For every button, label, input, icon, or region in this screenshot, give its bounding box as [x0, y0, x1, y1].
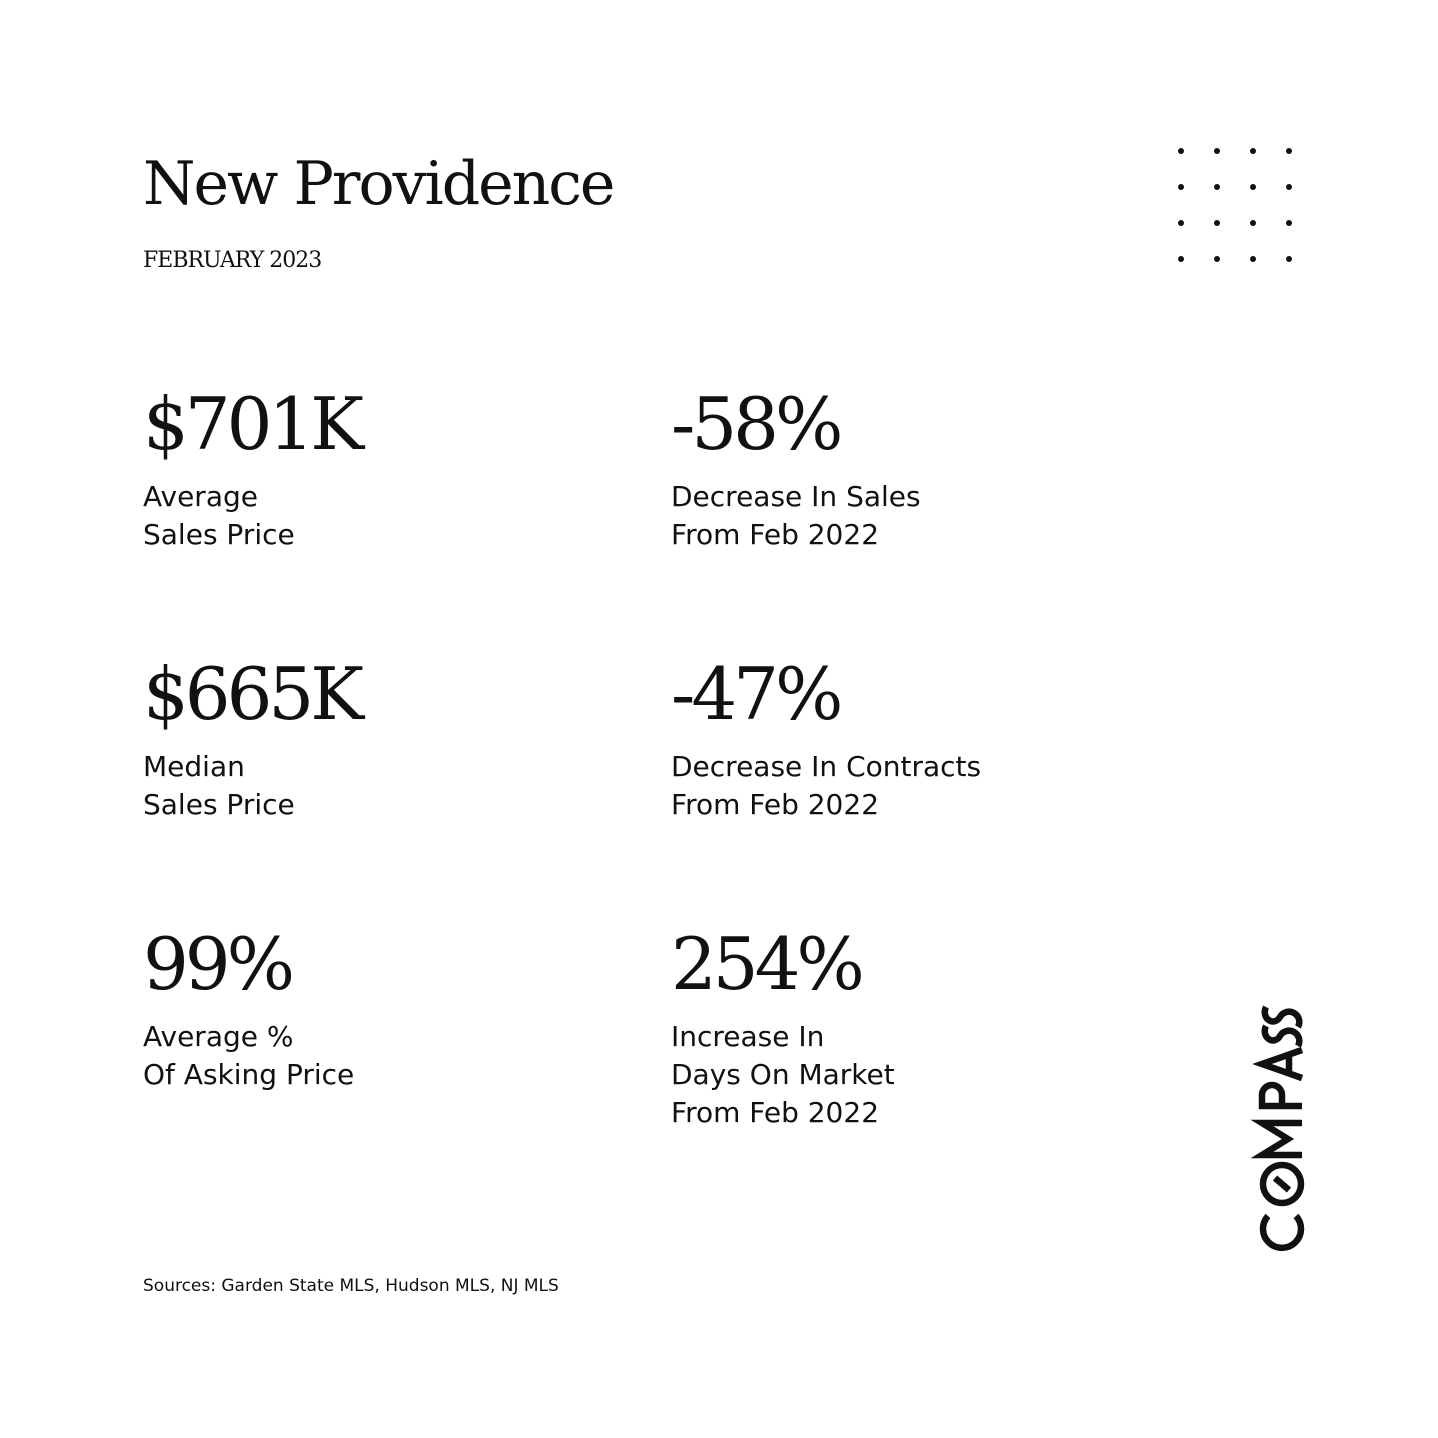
- stat-label-line: Increase In: [671, 1020, 825, 1053]
- page-title: New Providence: [143, 149, 614, 219]
- stat-label-line: From Feb 2022: [671, 518, 880, 551]
- stat-value: 254%: [671, 922, 861, 1006]
- stat-increase-in-days-on-market: [671, 924, 1151, 1132]
- stat-average-sales-price: [143, 384, 623, 554]
- stat-value: $701K: [143, 382, 361, 466]
- stat-label: [671, 748, 1151, 824]
- stat-label: [143, 748, 623, 824]
- stat-label-line: Of Asking Price: [143, 1058, 355, 1091]
- stat-median-sales-price: [143, 654, 623, 824]
- stat-average-percent-of-asking: [143, 924, 623, 1094]
- stat-label-line: Decrease In Sales: [671, 480, 921, 513]
- stat-decrease-in-contracts: [671, 654, 1151, 824]
- stat-label-line: Days On Market: [671, 1058, 895, 1091]
- stat-label-line: From Feb 2022: [671, 788, 880, 821]
- stat-value: -47%: [671, 652, 840, 736]
- compass-logo: [1247, 1003, 1317, 1259]
- stat-label-line: Average: [143, 480, 258, 513]
- stat-label-line: From Feb 2022: [671, 1096, 880, 1129]
- stat-label: [143, 1018, 623, 1094]
- dot-grid-icon: [1172, 142, 1298, 268]
- stat-value: 99%: [143, 922, 292, 1006]
- report-period: FEBRUARY 2023: [143, 248, 322, 273]
- stat-decrease-in-sales: [671, 384, 1151, 554]
- stat-label-line: Decrease In Contracts: [671, 750, 982, 783]
- stat-label-line: Sales Price: [143, 518, 295, 551]
- stat-value: -58%: [671, 382, 840, 466]
- stat-label-line: Average %: [143, 1020, 294, 1053]
- stat-label-line: Median: [143, 750, 245, 783]
- stat-label: [671, 1018, 1151, 1132]
- stat-label: [143, 478, 623, 554]
- sources-note: Sources: Garden State MLS, Hudson MLS, NJ MLS: [143, 1276, 559, 1296]
- stat-value: $665K: [143, 652, 361, 736]
- stat-label: [671, 478, 1151, 554]
- stat-label-line: Sales Price: [143, 788, 295, 821]
